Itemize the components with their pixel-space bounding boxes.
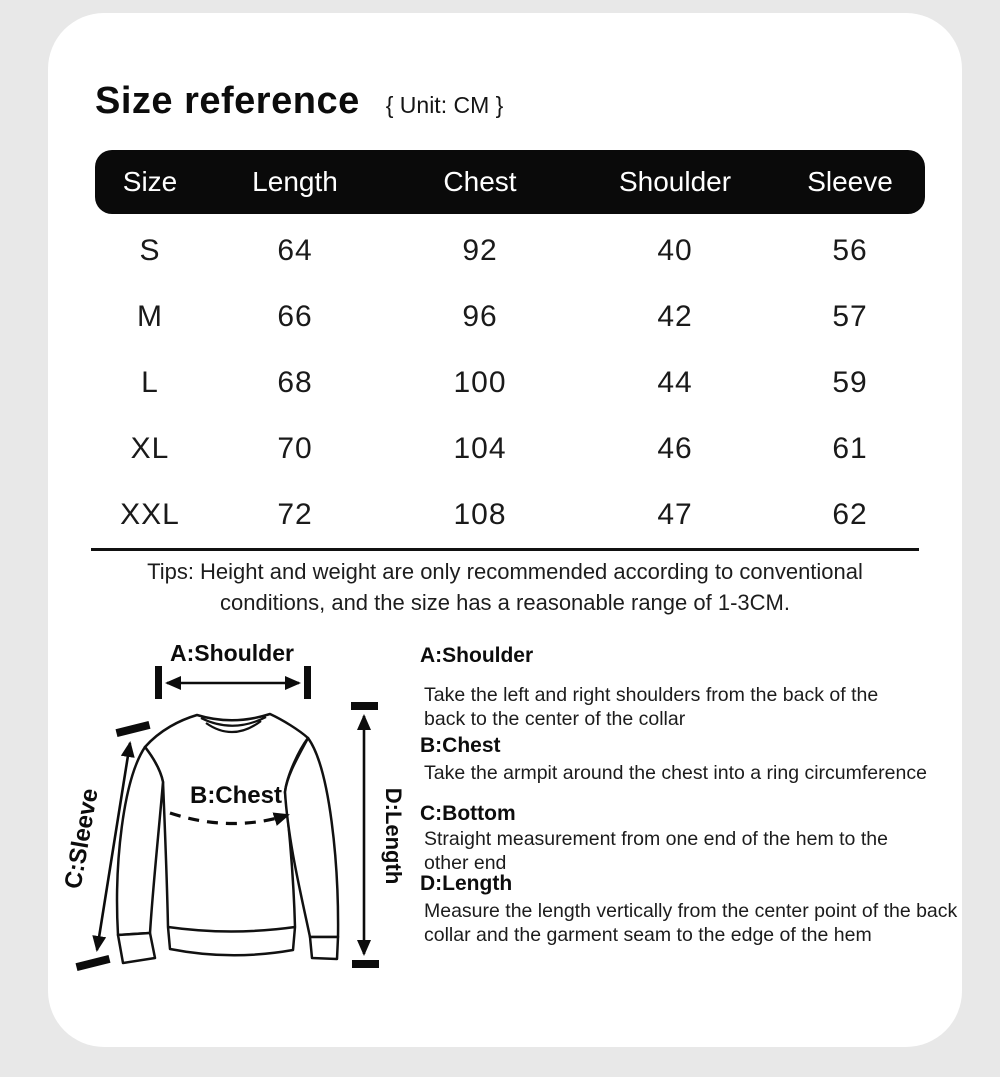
guide-title-shoulder: A:Shoulder xyxy=(420,644,534,667)
tips-line-2: conditions, and the size has a reasonable range of 1-3CM. xyxy=(220,590,790,615)
cell-size: S xyxy=(139,234,161,267)
column-header-chest: Chest xyxy=(443,166,517,197)
cell-chest: 92 xyxy=(462,234,498,267)
cell-sleeve: 59 xyxy=(832,366,868,399)
cell-chest: 96 xyxy=(462,300,498,333)
cell-chest: 104 xyxy=(453,432,507,465)
shoulder-arrow-label: A:Shoulder xyxy=(170,640,294,666)
sweatshirt-measurement-diagram xyxy=(55,630,415,1000)
cell-length: 64 xyxy=(277,234,313,267)
column-header-sleeve: Sleeve xyxy=(807,166,893,197)
size-table-header xyxy=(95,150,925,214)
cell-shoulder: 40 xyxy=(657,234,693,267)
guide-title-bottom: C:Bottom xyxy=(420,802,516,825)
sweatshirt-illustration xyxy=(55,630,415,1000)
guide-desc-chest: Take the armpit around the chest into a ring circumference xyxy=(424,762,927,784)
table-row xyxy=(95,482,925,548)
cell-sleeve: 57 xyxy=(832,300,868,333)
column-header-size: Size xyxy=(122,166,178,197)
size-table-body xyxy=(95,218,925,548)
cell-size: XXL xyxy=(120,498,180,531)
cell-sleeve: 56 xyxy=(832,234,868,267)
guide-desc-bottom: Straight measurement from one end of the hem to the other end xyxy=(424,828,888,874)
title-row xyxy=(95,80,503,123)
sleeve-tick-bottom xyxy=(76,955,111,971)
right-cuff xyxy=(310,937,338,959)
cell-size: M xyxy=(137,300,163,333)
sleeve-tick-top xyxy=(116,721,151,737)
tips-line-1: Tips: Height and weight are only recommended according to conventional xyxy=(147,559,863,584)
divider-line xyxy=(91,548,919,551)
cell-shoulder: 46 xyxy=(657,432,693,465)
table-row xyxy=(95,416,925,482)
cell-size: L xyxy=(141,366,159,399)
cell-length: 72 xyxy=(277,498,313,531)
cell-shoulder: 47 xyxy=(657,498,693,531)
column-header-shoulder: Shoulder xyxy=(618,166,732,197)
cell-chest: 108 xyxy=(453,498,507,531)
cell-length: 70 xyxy=(277,432,313,465)
cell-length: 66 xyxy=(277,300,313,333)
measurement-guide xyxy=(420,644,976,964)
tips-note xyxy=(48,556,962,618)
length-arrow-label: D:Length xyxy=(381,787,406,885)
unit-note: { Unit: CM } xyxy=(385,92,504,118)
cell-shoulder: 44 xyxy=(657,366,693,399)
table-row xyxy=(95,218,925,284)
guide-desc-shoulder: Take the left and right shoulders from the back of the back to the center of the collar xyxy=(424,684,879,730)
sweatshirt-body xyxy=(145,714,308,955)
left-cuff xyxy=(118,933,155,963)
cell-chest: 100 xyxy=(453,366,507,399)
length-tick-top xyxy=(351,702,378,710)
column-header-length: Length xyxy=(252,166,338,197)
guide-desc-length: Measure the length vertically from the center point of the back collar and the garment seam to the edge of the hem xyxy=(424,900,958,946)
cell-shoulder: 42 xyxy=(657,300,693,333)
sleeve-arrow-label: C:Sleeve xyxy=(59,786,104,891)
cell-sleeve: 62 xyxy=(832,498,868,531)
page-title: Size reference xyxy=(95,80,360,122)
table-row xyxy=(95,284,925,350)
cell-sleeve: 61 xyxy=(832,432,868,465)
shoulder-tick-left xyxy=(155,666,162,699)
cell-length: 68 xyxy=(277,366,313,399)
guide-title-chest: B:Chest xyxy=(420,734,501,757)
guide-title-length: D:Length xyxy=(420,872,513,895)
table-row xyxy=(95,350,925,416)
shoulder-tick-right xyxy=(304,666,311,699)
chest-label: B:Chest xyxy=(189,782,283,809)
cell-size: XL xyxy=(130,432,170,465)
length-tick-bottom xyxy=(352,960,379,968)
